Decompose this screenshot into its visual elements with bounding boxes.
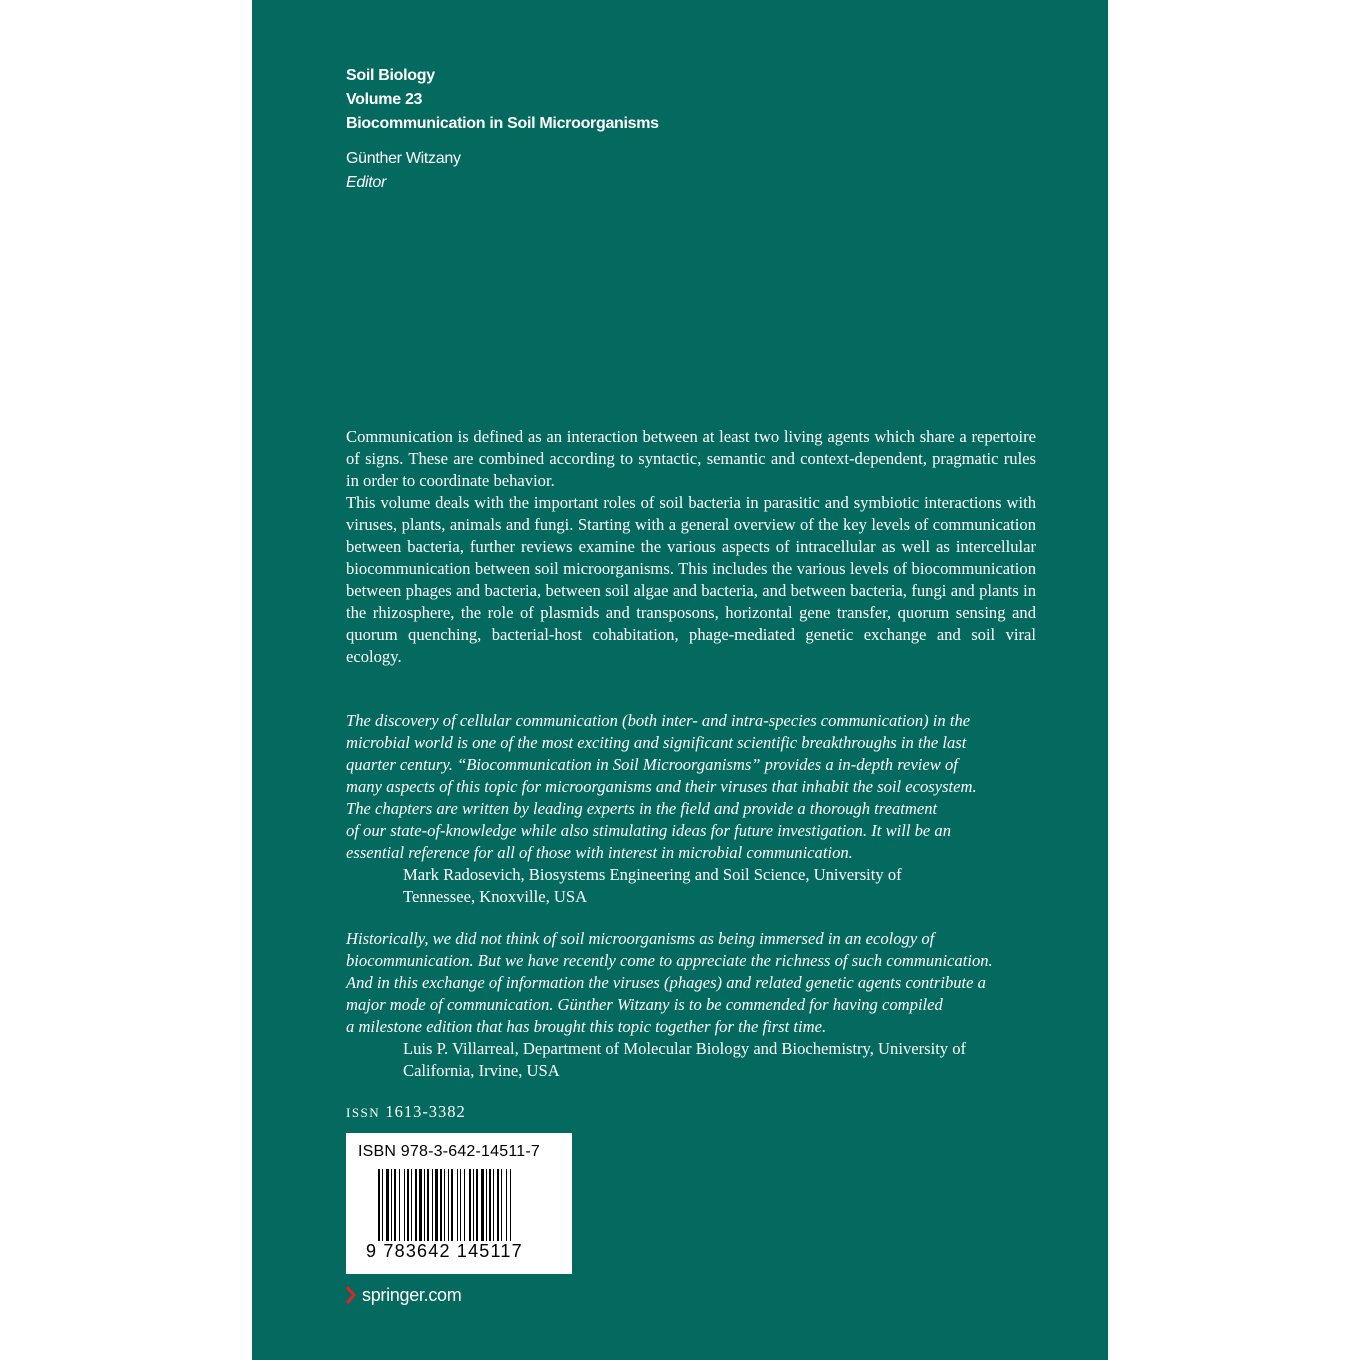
barcode-bar <box>497 1169 499 1241</box>
quote-line: biocommunication. But we have recently come to appreciate the richness of such communication. <box>346 951 993 970</box>
book-description <box>346 426 1036 668</box>
barcode-bar <box>473 1169 474 1241</box>
review-quote <box>346 710 1036 908</box>
quote-attribution: California, Irvine, USA <box>403 1061 560 1080</box>
review-quote <box>346 928 1036 1082</box>
barcode-bar <box>506 1169 507 1241</box>
barcode-bar <box>444 1169 445 1241</box>
barcode-bar <box>469 1169 471 1241</box>
barcode-bar <box>394 1169 396 1241</box>
quote-attribution: Luis P. Villarreal, Department of Molecular Biology and Biochemistry, University of <box>403 1039 967 1058</box>
issn <box>346 1102 466 1122</box>
quote-line: The discovery of cellular communication (both inter- and intra-species communication) in the <box>346 711 971 730</box>
quote-line: a milestone edition that has brought this topic together for the first time. <box>346 1017 827 1036</box>
quote-attribution: Tennessee, Knoxville, USA <box>403 887 588 906</box>
description-paragraph: This volume deals with the important roles of soil bacteria in parasitic and symbiotic interactions with viruses, plants, animals and fungi. Starting with a general overview of the key levels of communication between bacteria, further reviews examine the various aspects of intracellular as well as intercellular biocommunication between soil microorganisms. This includes the various levels of biocommunication between phages and bacteria, between soil algae and bacteria, and between bacteria, fungi and plants in the rhizosphere, the role of plasmids and transposons, horizontal gene transfer, quorum sensing and quorum quenching, bacterial-host cohabitation, phage-mediated genetic exchange and soil viral ecology. <box>346 493 1036 666</box>
barcode-bar <box>451 1169 453 1241</box>
barcode-bar <box>481 1169 484 1241</box>
barcode-bar <box>407 1169 409 1241</box>
barcode-bar <box>440 1169 442 1241</box>
barcode-bars <box>378 1169 548 1241</box>
chevron-right-icon <box>346 1286 356 1304</box>
publisher-link[interactable] <box>346 1285 461 1306</box>
quote-line: major mode of communication. Günther Witzany is to be commended for having compiled <box>346 995 943 1014</box>
barcode-bar <box>419 1169 422 1241</box>
barcode-bar <box>435 1169 438 1241</box>
barcode-bar <box>378 1169 380 1241</box>
barcode-bar <box>424 1169 425 1241</box>
barcode-bar <box>404 1169 405 1241</box>
back-cover <box>252 0 1108 1360</box>
barcode-bar <box>460 1169 461 1241</box>
quote-line: many aspects of this topic for microorganisms and their viruses that inhabit the soil ecosystem. <box>346 777 977 796</box>
barcode-bar <box>510 1169 511 1241</box>
quote-line: quarter century. “Biocommunication in Soil Microorganisms” provides a in-depth review of <box>346 755 958 774</box>
barcode-bar <box>432 1169 433 1241</box>
quote-line: The chapters are written by leading experts in the field and provide a thorough treatment <box>346 799 938 818</box>
barcode-bar <box>501 1169 502 1241</box>
quote-line: microbial world is one of the most exciting and significant scientific breakthroughs in the last <box>346 733 967 752</box>
barcode-bar <box>411 1169 412 1241</box>
barcode-bar <box>386 1169 389 1241</box>
barcode-bar <box>391 1169 392 1241</box>
quote-line: Historically, we did not think of soil microorganisms as being immersed in an ecology of <box>346 929 935 948</box>
barcode-bar <box>415 1169 417 1241</box>
editor-role: Editor <box>346 174 386 191</box>
quote-line: essential reference for all of those with interest in microbial communication. <box>346 843 853 862</box>
isbn-label: ISBN 978-3-642-14511-7 <box>358 1143 540 1160</box>
barcode-bar <box>399 1169 400 1241</box>
issn-label: ISSN <box>346 1105 381 1120</box>
series-block <box>346 64 659 136</box>
barcode-bar <box>493 1169 494 1241</box>
quote-line: of our state-of-knowledge while also stimulating ideas for future investigation. It will be an <box>346 821 952 840</box>
description-paragraph: Communication is defined as an interaction between at least two living agents which share a repertoire of signs. These are combined according to syntactic, semantic and context-dependent, pragmatic rules in order to coordinate behavior. <box>346 427 1036 490</box>
barcode-bar <box>489 1169 491 1241</box>
editor-name: Günther Witzany <box>346 150 461 167</box>
quote-line: And in this exchange of information the viruses (phages) and related genetic agents contribute a <box>346 973 986 992</box>
barcode-bar <box>448 1169 449 1241</box>
series-volume: Volume 23 <box>346 91 423 108</box>
barcode-bar <box>427 1169 429 1241</box>
barcode-bar <box>486 1169 487 1241</box>
isbn-digits: 9 783642 145117 <box>366 1241 523 1261</box>
barcode-bar <box>382 1169 383 1241</box>
quote-attribution: Mark Radosevich, Biosystems Engineering and Soil Science, University of <box>403 865 902 884</box>
book-title: Biocommunication in Soil Microorganisms <box>346 115 659 132</box>
barcode-bar <box>464 1169 465 1241</box>
publisher-url: springer.com <box>362 1285 462 1305</box>
barcode-box <box>346 1133 572 1274</box>
issn-number: 1613-3382 <box>385 1102 466 1121</box>
series-name: Soil Biology <box>346 67 435 84</box>
barcode-bar <box>457 1169 458 1241</box>
barcode-bar <box>476 1169 478 1241</box>
